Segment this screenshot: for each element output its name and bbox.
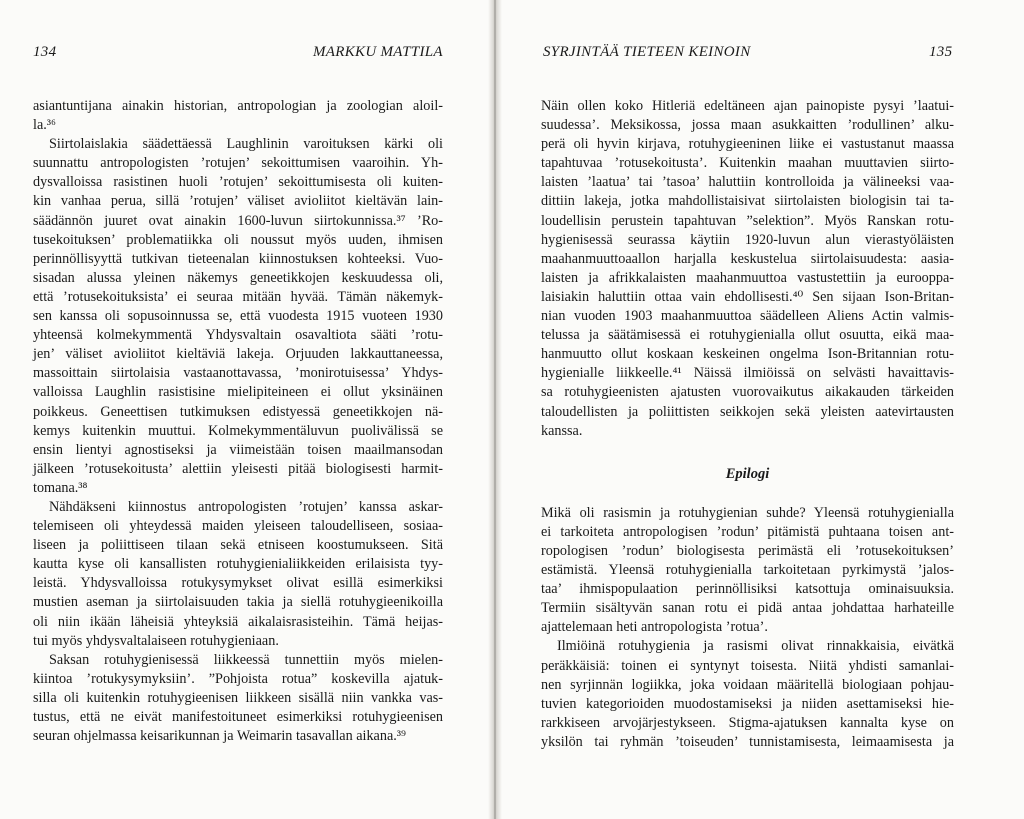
text-line: telemiseen oli yhteydessä maiden yleiseen taloudelliseen, sosiaa- (33, 518, 443, 535)
text-line: laisiakin haluttiin ottaa vain ehdollisesti.⁴⁰ Sen sijaan Ison-Britan- (541, 288, 954, 305)
text-line: sisadan alussa yleinen näkemys geneetikkojen keskuudessa oli, (33, 269, 443, 286)
text-line: laisten ja afrikkalaisten maahanmuuttoa vastustettiin ja eurooppa- (541, 269, 954, 286)
text-line: hygienisessä seurassa käytiin 1920-luvun alun vierastyöläisten (541, 231, 954, 248)
running-head-right: SYRJINTÄÄ TIETEEN KEINOIN (543, 44, 751, 60)
text-line: ensin lientyi agnostiseksi ja viimeistään toisen maailmansodan (33, 441, 443, 458)
text-line: dittiin lakeja, jotka mahdollistaisivat siirtolaisten biologisin tai ta- (541, 193, 954, 210)
text-line: säädännön juuret ovat ainakin 1600-luvun siirtokunnissa.³⁷ ’Ro- (33, 212, 443, 229)
text-line: taa’ ihmispopulaation perinnöllisiksi katsottuja ominaisuuksia. (541, 581, 954, 598)
text-line: rarkkiseen arvojärjestykseen. Stigma-ajatuksen kannalta kyse on (541, 714, 954, 731)
text-line: kiintoa ’rotukysymyksiin’. ”Pohjoista rotua” koskevilla ajatuk- (33, 670, 443, 687)
running-head-left: MARKKU MATTILA (313, 44, 443, 60)
text-line: oli niin ikään läheisiä yhteyksiä aikalaisrasisteihin. Tämä heijas- (33, 613, 443, 630)
text-line: Ilmiöinä rotuhygienia ja rasismi olivat rinnakkaisia, eivätkä (557, 638, 954, 655)
text-line: kautta kyse oli kansallisten rotuhygienialiikkeiden erilaisista tyy- (33, 556, 443, 573)
text-line: ei tarkoiteta antropologisen ’rodun’ pitämistä puhtaana toisen ant- (541, 523, 954, 540)
book-gutter (488, 0, 502, 819)
text-line: estämistä. Yleensä rotuhygienialla tarkoitetaan pyrkimystä ’jalos- (541, 562, 954, 579)
text-line: tusekoituksen’ problematiikka oli noussut myös uuden, ihmisen (33, 231, 443, 248)
text-line: nen syrjinnän logiikka, joka voidaan määritellä biologiaan pohjau- (541, 676, 954, 693)
text-line: loudellisin perustein tapahtuvan ”selektion”. Myös Ranskan rotu- (541, 212, 954, 229)
text-line: jen’ väliset avioliitot kieltäviä lakeja. Orjuuden lakkauttaneessa, (33, 346, 443, 363)
left-page (0, 0, 493, 819)
text-line: suunnattu antropologisten ’rotujen’ sekoittumisen vaaroihin. Yh- (33, 155, 443, 172)
text-line: tomana.³⁸ (33, 479, 88, 496)
text-line: kemys kuitenkin muuttui. Kolmekymmentäluvun puolivälissä se (33, 422, 443, 439)
section-heading: Epilogi (725, 465, 770, 482)
text-line: la.³⁶ (33, 117, 56, 134)
text-line: Termiin sisältyvän sanan rotu ei pidä antaa johdattaa harhateille (541, 600, 954, 617)
text-line: Saksan rotuhygienisessä liikkeessä tunnettiin myös mielen- (49, 651, 443, 668)
text-line: suudessa’. Meksikossa, jossa maan asukkaitten ’rodullinen’ alku- (541, 117, 954, 134)
text-line: sen kanssa oli sopusoinnussa se, että vuodesta 1915 vuoteen 1930 (33, 308, 443, 325)
text-line: tui myös yhdysvaltalaiseen rotuhygieniaan. (33, 632, 279, 649)
text-line: ajattelemaan heti antropologista ’rotua’. (541, 619, 768, 636)
text-line: leistä. Yhdysvalloissa rotukysymykset olivat esillä esimerkiksi (33, 575, 443, 592)
text-line: tuvien kategorioiden muodostamiseksi ja niiden asettamiseksi hie- (541, 695, 954, 712)
text-line: asiantuntijana ainakin historian, antropologian ja zoologian aloil- (33, 98, 443, 114)
text-line: Näin ollen koko Hitleriä edeltäneen ajan painopiste pysyi ’laatui- (541, 98, 954, 114)
text-line: yksilön tai ryhmän ’toiseuden’ tunnistamisesta, leimaamisesta ja (541, 733, 954, 750)
text-line: tustus, että ne eivät manifestoituneet esimerkiksi rotuhygieenisen (33, 709, 443, 725)
page-number-right: 135 (929, 44, 953, 60)
right-body-after (541, 504, 954, 752)
text-line: yhteensä kolmekymmentä Yhdysvaltain osavaltiota sääti ’rotu- (33, 327, 443, 344)
text-line: taloudellisten ja poliittisten seikkojen sekä yleisten aatevirtausten (541, 403, 954, 420)
page-number-left: 134 (33, 44, 57, 60)
text-line: telussa ja säätämisessä ei rotuhygienialla ollut osuutta, eikä maa- (541, 327, 954, 344)
right-body-before (541, 97, 954, 441)
text-line: maahanmuuttoaallon harjalla keskustelua siirtolaisuudesta: aasia- (541, 250, 954, 267)
right-page (497, 0, 1024, 819)
text-line: hygienialle liikkeelle.⁴¹ Näissä ilmiöissä on selvästi havaittavis- (541, 365, 954, 382)
text-line: jälkeen ’rotusekoitusta’ alettiin yleisesti pitää biologisesti harmit- (33, 460, 443, 477)
text-line: Siirtolaislakia säädettäessä Laughlinin varoituksen kärki oli (49, 136, 443, 153)
text-line: Nähdäkseni kiinnostus antropologisten ’rotujen’ kanssa askar- (49, 498, 443, 515)
text-line: massoittain siirtolaisia vastaanottavassa, ’monirotuisessa’ Yhdys- (33, 365, 443, 382)
text-line: sa rotuhygieenisten ajatusten vuorovaikutus aikakauden tärkeiden (541, 384, 954, 401)
text-line: ropologisen ’rodun’ biologisesta perimästä eli ’rotusekoituksen’ (541, 542, 954, 559)
text-line: nian vuoden 1903 maahanmuuttoa säädelleen Aliens Actin valmis- (541, 308, 954, 325)
text-line: tapahtuvaa ’rotusekoitusta’. Kuitenkin maahan muuttavien siirto- (541, 155, 954, 172)
text-line: valloissa Laughlin rasistisine mielipiteineen ei ollut yksinäinen (33, 384, 443, 401)
text-line: dysvalloissa rasistinen huoli ’rotujen’ sekoittumisesta oli kuiten- (33, 174, 443, 191)
text-line: mustien aseman ja siirtolaisuuden takia ja siellä rotuhygieenikoilla (33, 594, 443, 611)
text-line: silla oli kuitenkin rotuhygieenisen liikkeen sisällä niin vankka vas- (33, 689, 443, 706)
text-line: että ’rotusekoituksista’ ei seuraa mitään hyvää. Tämän näkemyk- (33, 288, 443, 305)
text-line: kin vanhaa perua, sillä ’rotujen’ väliset avioliitot kieltävän lain- (33, 193, 443, 210)
text-line: peräkkäisiä: toinen ei syntynyt toisesta. Niitä yhdisti samanlai- (541, 657, 954, 674)
text-line: kanssa. (541, 422, 583, 439)
right-body-text (541, 97, 954, 752)
left-body-text (33, 97, 443, 746)
text-line: perä oli hyvin kirjava, rotuhygieeninen liike ei vastustanut maassa (541, 136, 954, 153)
text-line: poikkeus. Geneettisen tutkimuksen edistyessä geneetikkojen nä- (33, 403, 443, 420)
text-line: hanmuutto ollut koskaan keskeinen ongelma Ison-Britannian rotu- (541, 346, 954, 363)
text-line: perinnöllisyyttä tutkivan tieteenalan kiinnostuksen kohteeksi. Vuo- (33, 250, 443, 267)
text-line: laisten ’laatua’ tai ’tasoa’ haluttiin kontrolloida ja välineeksi vaa- (541, 174, 954, 191)
text-line: Mikä oli rasismin ja rotuhygienian suhde? Yleensä rotuhygienialla (541, 504, 954, 521)
text-line: seuran ohjelmassa keisarikunnan ja Weimarin tasavallan aikana.³⁹ (33, 728, 406, 745)
text-line: liseen ja poliittiseen tilaan sekä etniseen koostumukseen. Sitä (33, 537, 443, 554)
